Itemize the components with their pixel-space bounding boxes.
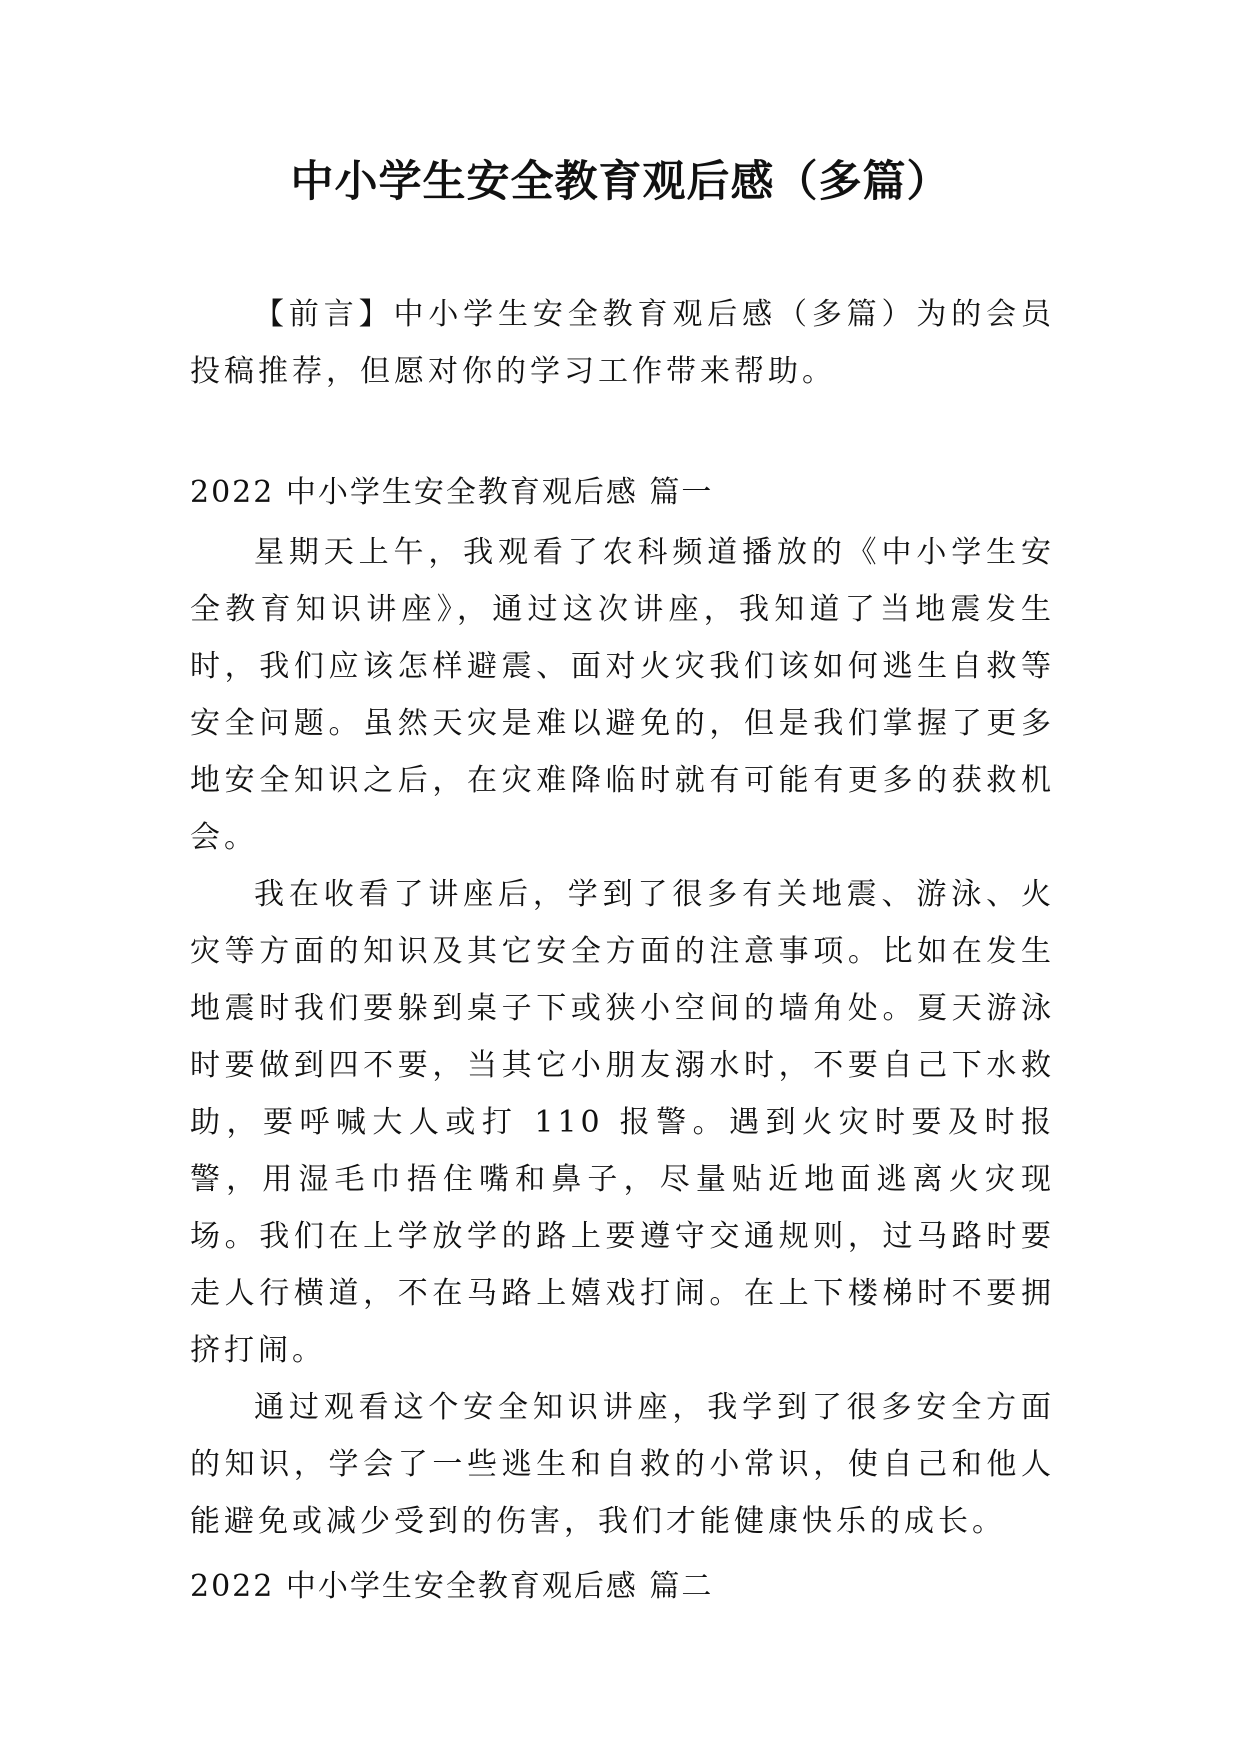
section-body-1 (190, 524, 1055, 1550)
section-1-paragraph-1: 星期天上午，我观看了农科频道播放的《中小学生安全教育知识讲座》，通过这次讲座，我知道了当地震发生时，我们应该怎样避震、面对火灾我们该如何逃生自救等安全问题。虽然天灾是难以避免的，但是我们掌握了更多地安全知识之后，在灾难降临时就有可能有更多的获救机会。 (190, 535, 1055, 855)
section-1-paragraph-3: 通过观看这个安全知识讲座，我学到了很多安全方面的知识，学会了一些逃生和自救的小常识，使自己和他人能避免或减少受到的伤害，我们才能健康快乐的成长。 (190, 1390, 1055, 1539)
section-1-paragraph-2: 我在收看了讲座后，学到了很多有关地震、游泳、火灾等方面的知识及其它安全方面的注意事项。比如在发生地震时我们要躲到桌子下或狭小空间的墙角处。夏天游泳时要做到四不要，当其它小朋友溺水时，不要自己下水救助，要呼喊大人或打 110 报警。遇到火灾时要及时报警，用湿毛巾捂住嘴和鼻子，尽量贴近地面逃离火灾现场。我们在上学放学的路上要遵守交通规则，过马路时要走人行横道，不在马路上嬉戏打闹。在上下楼梯时不要拥挤打闹。 (190, 877, 1055, 1368)
section-heading-2: 2022 中小学生安全教育观后感 篇二 (190, 1569, 714, 1604)
section-heading-1: 2022 中小学生安全教育观后感 篇一 (190, 475, 714, 510)
document-title: 中小学生安全教育观后感（多篇） (290, 157, 951, 207)
preface-paragraph: 【前言】中小学生安全教育观后感（多篇）为的会员投稿推荐，但愿对你的学习工作带来帮助。 (190, 297, 1055, 389)
